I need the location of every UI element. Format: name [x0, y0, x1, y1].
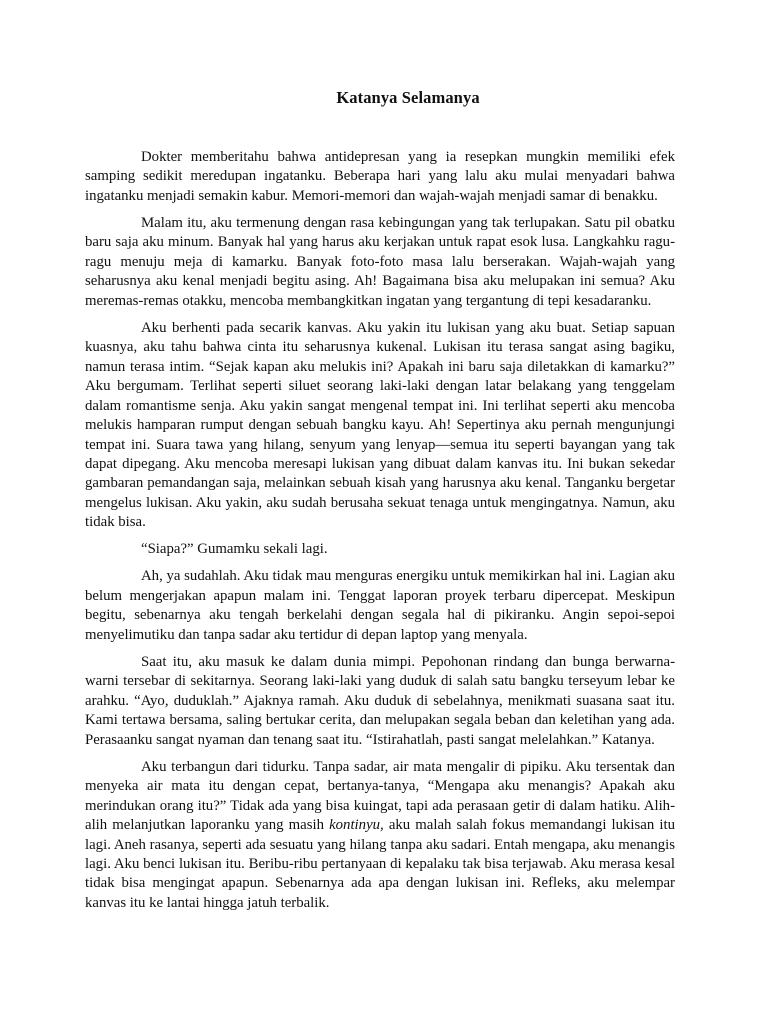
- paragraph-7: [85, 758, 675, 914]
- paragraph-5: Ah, ya sudahlah. Aku tidak mau menguras energiku untuk memikirkan hal ini. Lagian aku belum mengerjakan apapun malam ini. Tenggat laporan proyek terbaru dipercepat. Meskipun begitu, sebenarnya aku tengah berkelahi dengan segala hal di pikiranku. Angin sepoi-sepoi menyelimutiku dan tanpa sadar aku tertidur di depan laptop yang menyala.: [85, 568, 675, 643]
- italic-word: kontinyu,: [329, 817, 384, 834]
- paragraph-7-text-start: Aku terbangun dari tidurku. Tanpa sadar, air mata mengalir di pipiku. Aku tersentak dan menyeka air mata itu dengan cepat, bertanya-tanya, “Mengapa aku menangis? Apakah aku merindukan orang itu?” Tidak ada yang bisa kuingat, tapi ada perasaan getir di dalam hatiku. Alih-alih melanjutkan laporanku yang masih: [85, 758, 675, 834]
- paragraph-6: Saat itu, aku masuk ke dalam dunia mimpi. Pepohonan rindang dan bunga berwarna-warni tersebar di sekitarnya. Seorang laki-laki yang duduk di salah satu bangku terseyum lebar ke arahku. “Ayo, duduklah.” Ajaknya ramah. Aku duduk di sebelahnya, menikmati suasana saat itu. Kami tertawa bersama, saling bertukar cerita, dan melupakan segala beban dan keletihan yang ada. Perasaanku sangat nyaman dan tenang saat itu. “Istirahatlah, pasti sangat melelahkan.” Katanya.: [85, 653, 675, 748]
- paragraph-4: “Siapa?” Gumamku sekali lagi.: [141, 541, 328, 558]
- paragraph-3: Aku berhenti pada secarik kanvas. Aku yakin itu lukisan yang aku buat. Setiap sapuan kuasnya, aku tahu bahwa cinta itu seharusnya kukenal. Lukisan itu terasa sangat asing bagiku, namun terasa intim. “Sejak kapan aku melukis ini? Apakah ini baru saja diletakkan di kamarku?” Aku bergumam. Terlihat seperti siluet seorang laki-laki dengan latar belakang yang tenggelam dalam romantisme senja. Aku yakin sangat mengenal tempat ini. Ini terlihat seperti aku mencoba melukis hamparan rumput dengan sebuah bangku kayu. Ah! Sepertinya aku pernah mengunjungi tempat ini. Suara tawa yang hilang, senyum yang lenyap—semua itu seperti bayangan yang tak dapat dipegang. Aku mencoba meresapi lukisan yang dibuat dalam kanvas itu. Ini bukan sekedar gambaran pemandangan saja, melainkan sebuah kisah yang harusnya aku kenal. Tanganku bergetar mengelus lukisan. Aku yakin, aku sudah berusaha sekuat tenaga untuk mengingatnya. Namun, aku tidak bisa.: [85, 319, 675, 531]
- paragraph-2: Malam itu, aku termenung dengan rasa kebingungan yang tak terlupakan. Satu pil obatku baru saja aku minum. Banyak hal yang harus aku kerjakan untuk rapat esok lusa. Langkahku ragu-ragu menuju meja di kamarku. Banyak foto-foto masa lalu berserakan. Wajah-wajah yang seharusnya aku kenal menjadi begitu asing. Ah! Bagaimana bisa aku melupakan ini semua? Aku meremas-remas otakku, mencoba membangkitkan ingatan yang tergantung di tepi kesadaranku.: [85, 214, 675, 309]
- story-body: [85, 148, 675, 921]
- page-title: Katanya Selamanya: [336, 88, 480, 107]
- paragraph-1: Dokter memberitahu bahwa antidepresan yang ia resepkan mungkin memiliki efek samping sedikit meredupan ingatanku. Beberapa hari yang lalu aku mulai menyadari bahwa ingatanku menjadi semakin kabur. Memori-memori dan wajah-wajah menjadi samar di benakku.: [85, 149, 675, 204]
- paragraph-7-text-end: aku malah salah fokus memandangi lukisan itu lagi. Aneh rasanya, seperti ada sesuatu yang hilang tanpa aku sadari. Entah mengapa, aku menangis lagi. Aku benci lukisan itu. Beribu-ribu pertanyaan di kepalaku tak bisa terjawab. Aku merasa kesal tidak bisa mengingat apapun. Sebenarnya ada apa dengan lukisan ini. Refleks, aku melempar kanvas itu ke lantai hingga jatuh terbalik.: [85, 817, 675, 911]
